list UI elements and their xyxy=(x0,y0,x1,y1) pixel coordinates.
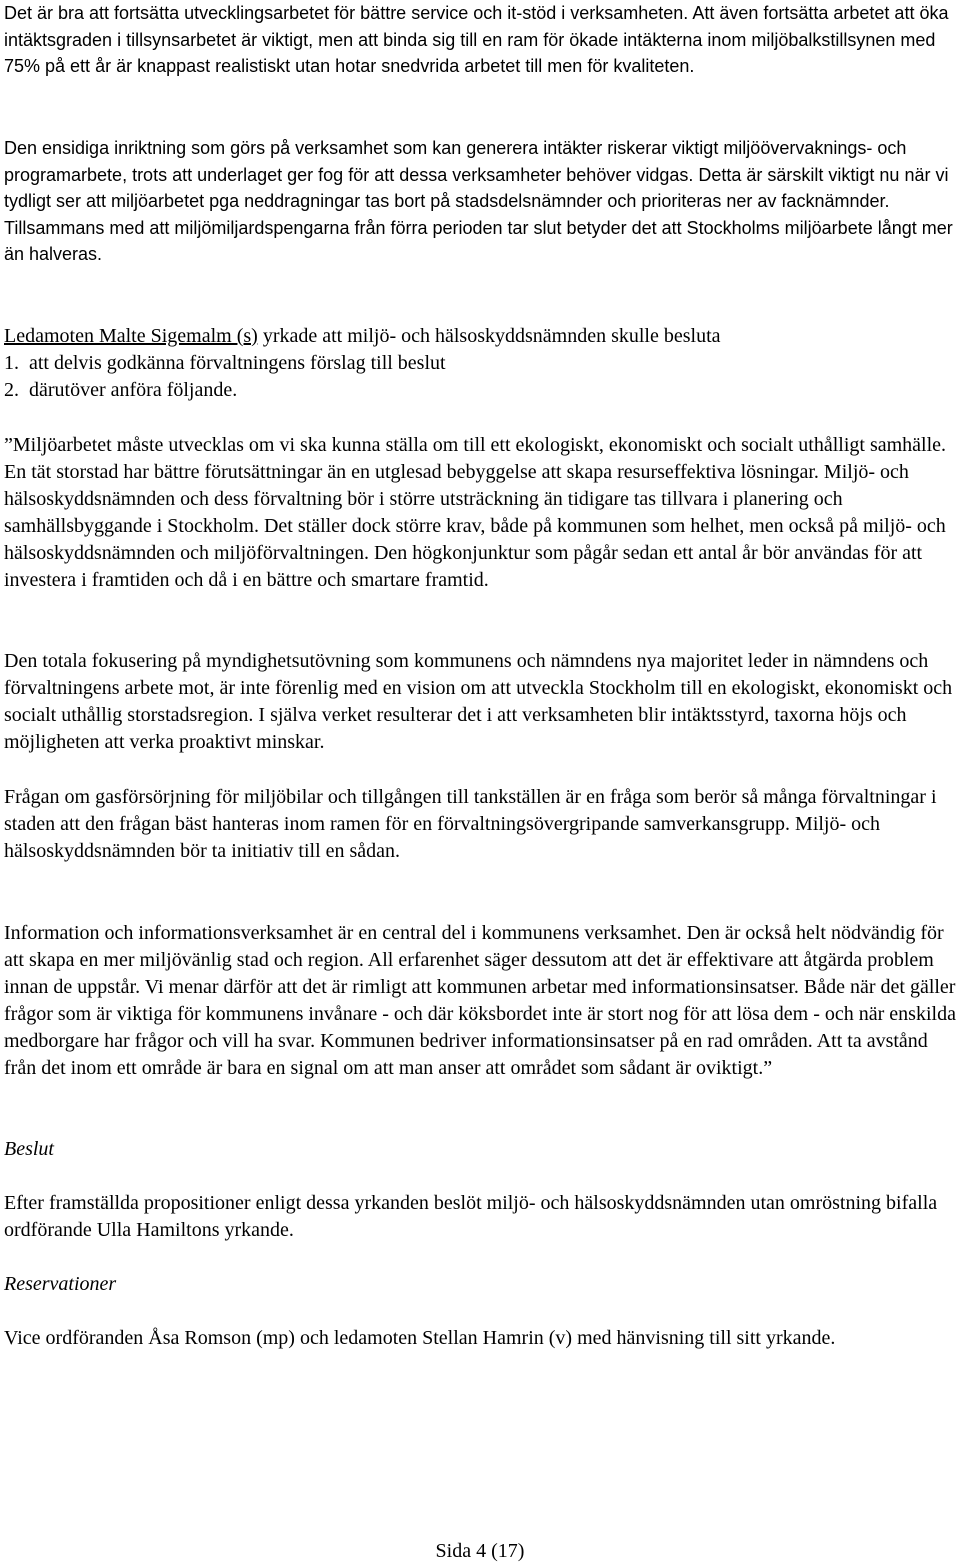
reservationer-text: Vice ordföranden Åsa Romson (mp) och ledamoten Stellan Hamrin (v) med hänvisning till sitt yrkande. xyxy=(4,1327,836,1349)
motion-intro-text: yrkade att miljö- och hälsoskyddsnämnden skulle besluta xyxy=(257,325,721,347)
beslut-text: Efter framställda propositioner enligt dessa yrkanden beslöt miljö- och hälsoskyddsnämnden utan omröstning bifalla ordförande Ulla Hamiltons yrkande. xyxy=(4,1192,938,1241)
quote-paragraph-gas-supply: Frågan om gasförsörjning för miljöbilar och tillgången till tankställen är en fråga som berör så många förvaltningar i staden att den frågan bäst hanteras inom ramen för en förvaltningsövergripande samverkansgrupp. Miljö- och hälsoskyddsnämnden bör ta initiativ till en sådan. xyxy=(4,786,937,862)
motion-item-1: 1. att delvis godkänna förvaltningens förslag till beslut xyxy=(4,352,446,374)
motion-mover: Ledamoten Malte Sigemalm (s) xyxy=(4,325,258,347)
paragraph-one-sided-focus: Den ensidiga inriktning som görs på verksamhet som kan generera intäkter riskerar viktigt miljöövervaknings- och programarbete, trots att underlaget ger fog för att dessa verksamheter behöver vidgas. Detta är särskilt viktigt nu när vi tydligt ser att miljöarbetet pga neddragningar tas bort på stadsdelsnämnder och prioriteras ner av facknämnder. Tillsammans med att miljömiljardspengarna från förra perioden tar slut betyder det att Stockholms miljöarbete långt mer än halveras. xyxy=(4,138,953,264)
motion-block xyxy=(4,323,959,404)
quote-paragraph-authority-focus: Den totala fokusering på myndighetsutövning som kommunens och nämndens nya majoritet leder in nämndens och förvaltningens arbete mot, är inte förenlig med en vision om att utveckla Stockholm till en ekologiskt, ekonomiskt och socialt uthållig storstadsregion. I själva verket resulterar det i att verksamheten blir intäktsstyrd, taxorna höjs och möjligheten att verka proaktivt minskar. xyxy=(4,650,953,753)
beslut-heading: Beslut xyxy=(4,1138,54,1160)
paragraph-service-development: Det är bra att fortsätta utvecklingsarbetet för bättre service och it-stöd i verksamheten. Att även fortsätta arbetet att öka intäktsgraden i tillsynsarbetet är viktigt, men att binda sig till en ram för ökade intäkterna inom miljöbalkstillsynen med 75% på ett år är knappast realistiskt utan hotar snedvrida arbetet till men för kvaliteten. xyxy=(4,3,949,76)
reservationer-heading: Reservationer xyxy=(4,1273,117,1295)
quote-paragraph-environment-work: ”Miljöarbetet måste utvecklas om vi ska kunna ställa om till ett ekologiskt, ekonomiskt och socialt uthålligt samhälle. En tät storstad har bättre förutsättningar än en utglesad bebyggelse att skapa resurseffektiva lösningar. Miljö- och hälsoskyddsnämnden och dess förvaltning bör i större utsträckning än tidigare tas tillvara i planering och samhällsbyggande i Stockholm. Det ställer dock större krav, både på kommunen som helhet, men också på miljö- och hälsoskyddsnämnden och miljöförvaltningen. Den högkonjunktur som pågår sedan ett antal år bör användas för att investera i framtiden och då i en bättre och smartare framtid. xyxy=(4,434,947,591)
motion-intro-line xyxy=(4,323,959,350)
quote-paragraph-information: Information och informationsverksamhet är en central del i kommunens verksamhet. Den är också helt nödvändig för att skapa en mer miljövänlig stad och region. All erfarenhet säger dessutom att det är effektivare att åtgärda problem innan de uppstår. Vi menar därför att det är rimligt att kommunen arbetar med informationsinsatser. Både när det gäller frågor som är viktiga för kommunens invånare - och där köksbordet inte är stort nog för att lösa dem - och när enskilda medborgare har frågor och vill ha svar. Kommunen bedriver informationsinsatser på en rad områden. Att ta avstånd från det inom ett område är bara en signal om att man anser att området som sådant är oviktigt.” xyxy=(4,922,956,1079)
motion-item-2: 2. därutöver anföra följande. xyxy=(4,379,238,401)
page-number-footer: Sida 4 (17) xyxy=(435,1540,525,1562)
